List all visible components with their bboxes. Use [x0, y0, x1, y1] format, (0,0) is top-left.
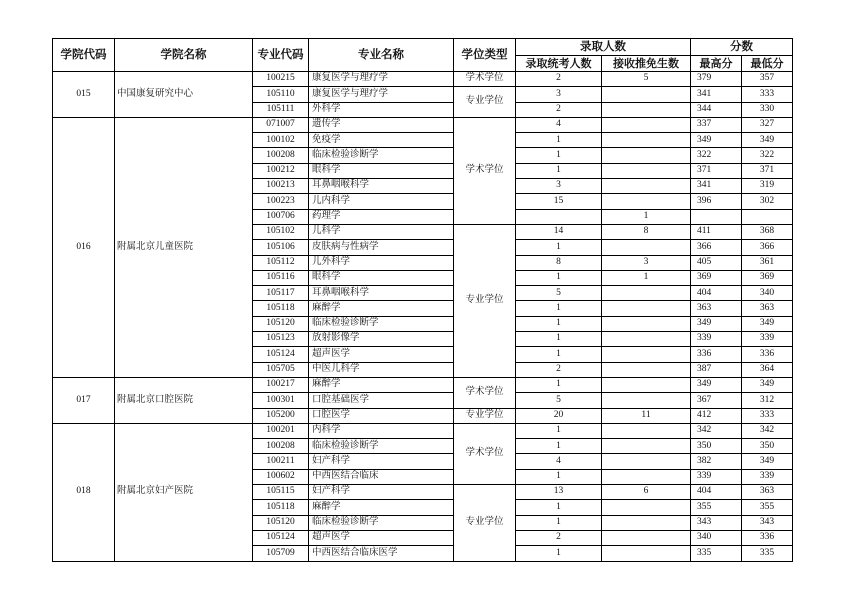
min-score-cell: 355	[742, 500, 793, 515]
major-name-cell: 儿科学	[309, 224, 454, 239]
degree-type-cell: 学术学位	[454, 117, 516, 224]
min-score-cell: 322	[742, 148, 793, 163]
major-name-cell: 超声医学	[309, 347, 454, 362]
admitted-exam-cell: 14	[516, 224, 602, 239]
admitted-recommended-cell	[602, 332, 691, 347]
min-score-cell: 312	[742, 393, 793, 408]
admitted-recommended-cell: 5	[602, 72, 691, 87]
college-code-cell: 016	[53, 117, 115, 377]
min-score-cell: 366	[742, 240, 793, 255]
admitted-exam-cell: 5	[516, 286, 602, 301]
admitted-exam-cell: 1	[516, 439, 602, 454]
min-score-cell: 369	[742, 270, 793, 285]
min-score-cell: 371	[742, 163, 793, 178]
major-name-cell: 儿外科学	[309, 255, 454, 270]
admitted-recommended-cell	[602, 377, 691, 392]
admissions-table	[52, 38, 793, 562]
major-code-cell: 105709	[253, 546, 309, 561]
major-code-cell: 100301	[253, 393, 309, 408]
major-code-cell: 105120	[253, 515, 309, 530]
min-score-cell: 363	[742, 485, 793, 500]
header-admitted-recommended: 接收推免生数	[602, 56, 691, 72]
admitted-recommended-cell	[602, 286, 691, 301]
major-name-cell: 临床检验诊断学	[309, 515, 454, 530]
admitted-exam-cell: 1	[516, 347, 602, 362]
major-name-cell: 眼科学	[309, 163, 454, 178]
admitted-recommended-cell	[602, 148, 691, 163]
min-score-cell: 349	[742, 454, 793, 469]
admitted-recommended-cell	[602, 515, 691, 530]
min-score-cell: 363	[742, 301, 793, 316]
max-score-cell	[691, 209, 742, 224]
major-name-cell: 中医儿科学	[309, 362, 454, 377]
admitted-exam-cell: 2	[516, 102, 602, 117]
header-admitted: 录取人数	[516, 39, 691, 56]
admitted-exam-cell: 1	[516, 148, 602, 163]
major-code-cell: 105102	[253, 224, 309, 239]
table-row	[53, 72, 793, 87]
min-score-cell: 319	[742, 179, 793, 194]
max-score-cell: 382	[691, 454, 742, 469]
major-name-cell: 遗传学	[309, 117, 454, 132]
header-min-score: 最低分	[742, 56, 793, 72]
min-score-cell: 349	[742, 377, 793, 392]
degree-type-cell: 专业学位	[454, 87, 516, 118]
major-code-cell: 100208	[253, 148, 309, 163]
admitted-exam-cell: 15	[516, 194, 602, 209]
admitted-exam-cell: 1	[516, 301, 602, 316]
max-score-cell: 369	[691, 270, 742, 285]
major-name-cell: 妇产科学	[309, 485, 454, 500]
min-score-cell: 336	[742, 347, 793, 362]
major-code-cell: 105200	[253, 408, 309, 423]
max-score-cell: 322	[691, 148, 742, 163]
max-score-cell: 349	[691, 316, 742, 331]
major-code-cell: 100211	[253, 454, 309, 469]
admitted-exam-cell: 2	[516, 72, 602, 87]
major-code-cell: 100602	[253, 469, 309, 484]
max-score-cell: 405	[691, 255, 742, 270]
min-score-cell: 333	[742, 87, 793, 102]
min-score-cell: 302	[742, 194, 793, 209]
max-score-cell: 350	[691, 439, 742, 454]
max-score-cell: 411	[691, 224, 742, 239]
major-name-cell: 临床检验诊断学	[309, 439, 454, 454]
admitted-exam-cell: 20	[516, 408, 602, 423]
admitted-recommended-cell	[602, 546, 691, 561]
max-score-cell: 355	[691, 500, 742, 515]
admitted-exam-cell: 1	[516, 163, 602, 178]
max-score-cell: 379	[691, 72, 742, 87]
major-name-cell: 中西医结合临床	[309, 469, 454, 484]
max-score-cell: 344	[691, 102, 742, 117]
admitted-exam-cell: 1	[516, 500, 602, 515]
max-score-cell: 339	[691, 469, 742, 484]
max-score-cell: 387	[691, 362, 742, 377]
max-score-cell: 336	[691, 347, 742, 362]
admitted-exam-cell: 1	[516, 270, 602, 285]
table-body	[53, 72, 793, 562]
admitted-exam-cell: 1	[516, 133, 602, 148]
admitted-recommended-cell	[602, 454, 691, 469]
admitted-exam-cell: 1	[516, 377, 602, 392]
major-code-cell: 105705	[253, 362, 309, 377]
major-name-cell: 康复医学与理疗学	[309, 87, 454, 102]
admitted-recommended-cell	[602, 194, 691, 209]
major-code-cell: 105124	[253, 530, 309, 545]
admitted-exam-cell: 1	[516, 546, 602, 561]
admitted-recommended-cell	[602, 393, 691, 408]
major-name-cell: 临床检验诊断学	[309, 316, 454, 331]
admitted-recommended-cell	[602, 179, 691, 194]
admitted-exam-cell: 1	[516, 240, 602, 255]
min-score-cell: 350	[742, 439, 793, 454]
major-code-cell: 105116	[253, 270, 309, 285]
college-name-cell: 附属北京妇产医院	[115, 423, 253, 561]
major-name-cell: 中西医结合临床医学	[309, 546, 454, 561]
major-name-cell: 内科学	[309, 423, 454, 438]
major-name-cell: 康复医学与理疗学	[309, 72, 454, 87]
admitted-recommended-cell: 6	[602, 485, 691, 500]
major-name-cell: 儿内科学	[309, 194, 454, 209]
max-score-cell: 342	[691, 423, 742, 438]
admitted-exam-cell: 4	[516, 117, 602, 132]
degree-type-cell: 专业学位	[454, 485, 516, 561]
max-score-cell: 341	[691, 179, 742, 194]
major-name-cell: 口腔基础医学	[309, 393, 454, 408]
major-name-cell: 超声医学	[309, 530, 454, 545]
major-code-cell: 071007	[253, 117, 309, 132]
admitted-recommended-cell: 1	[602, 270, 691, 285]
admitted-exam-cell: 2	[516, 530, 602, 545]
major-name-cell: 临床检验诊断学	[309, 148, 454, 163]
degree-type-cell: 学术学位	[454, 423, 516, 484]
table-row	[53, 117, 793, 132]
college-name-cell: 中国康复研究中心	[115, 72, 253, 118]
major-code-cell: 105117	[253, 286, 309, 301]
admitted-exam-cell: 1	[516, 423, 602, 438]
major-name-cell: 耳鼻咽喉科学	[309, 286, 454, 301]
major-code-cell: 105106	[253, 240, 309, 255]
header-college-code: 学院代码	[53, 39, 115, 72]
admitted-exam-cell: 4	[516, 454, 602, 469]
college-code-cell: 015	[53, 72, 115, 118]
major-code-cell: 105118	[253, 301, 309, 316]
major-name-cell: 麻醉学	[309, 500, 454, 515]
min-score-cell: 335	[742, 546, 793, 561]
admitted-recommended-cell: 3	[602, 255, 691, 270]
college-name-cell: 附属北京儿童医院	[115, 117, 253, 377]
max-score-cell: 396	[691, 194, 742, 209]
admitted-recommended-cell	[602, 500, 691, 515]
degree-type-cell: 学术学位	[454, 377, 516, 408]
max-score-cell: 335	[691, 546, 742, 561]
admitted-exam-cell: 1	[516, 515, 602, 530]
min-score-cell: 349	[742, 316, 793, 331]
admitted-exam-cell: 5	[516, 393, 602, 408]
max-score-cell: 366	[691, 240, 742, 255]
admitted-recommended-cell	[602, 347, 691, 362]
header-admitted-exam: 录取统考人数	[516, 56, 602, 72]
major-name-cell: 免疫学	[309, 133, 454, 148]
min-score-cell: 333	[742, 408, 793, 423]
table-row	[53, 377, 793, 392]
min-score-cell: 339	[742, 469, 793, 484]
major-code-cell: 100215	[253, 72, 309, 87]
major-code-cell: 100201	[253, 423, 309, 438]
major-name-cell: 妇产科学	[309, 454, 454, 469]
max-score-cell: 371	[691, 163, 742, 178]
min-score-cell: 327	[742, 117, 793, 132]
admitted-recommended-cell	[602, 163, 691, 178]
min-score-cell: 349	[742, 133, 793, 148]
max-score-cell: 343	[691, 515, 742, 530]
header-major-name: 专业名称	[309, 39, 454, 72]
header-row-top	[53, 39, 793, 56]
admitted-recommended-cell	[602, 439, 691, 454]
major-code-cell: 105124	[253, 347, 309, 362]
header-degree-type: 学位类型	[454, 39, 516, 72]
header-max-score: 最高分	[691, 56, 742, 72]
major-code-cell: 105112	[253, 255, 309, 270]
major-code-cell: 100223	[253, 194, 309, 209]
admitted-exam-cell	[516, 209, 602, 224]
admitted-recommended-cell	[602, 301, 691, 316]
max-score-cell: 337	[691, 117, 742, 132]
admitted-exam-cell: 13	[516, 485, 602, 500]
admitted-exam-cell: 3	[516, 87, 602, 102]
college-code-cell: 017	[53, 377, 115, 423]
admitted-recommended-cell: 11	[602, 408, 691, 423]
major-code-cell: 100706	[253, 209, 309, 224]
admitted-recommended-cell	[602, 469, 691, 484]
max-score-cell: 339	[691, 332, 742, 347]
major-name-cell: 放射影像学	[309, 332, 454, 347]
min-score-cell: 343	[742, 515, 793, 530]
major-code-cell: 100212	[253, 163, 309, 178]
admitted-recommended-cell	[602, 87, 691, 102]
table-row	[53, 423, 793, 438]
max-score-cell: 349	[691, 133, 742, 148]
degree-type-cell: 学术学位	[454, 72, 516, 87]
major-name-cell: 外科学	[309, 102, 454, 117]
degree-type-cell: 专业学位	[454, 224, 516, 377]
admitted-exam-cell: 1	[516, 332, 602, 347]
college-name-cell: 附属北京口腔医院	[115, 377, 253, 423]
degree-type-cell: 专业学位	[454, 408, 516, 423]
admitted-exam-cell: 8	[516, 255, 602, 270]
major-name-cell: 眼科学	[309, 270, 454, 285]
major-code-cell: 100208	[253, 439, 309, 454]
admitted-recommended-cell	[602, 423, 691, 438]
max-score-cell: 404	[691, 286, 742, 301]
admitted-exam-cell: 1	[516, 469, 602, 484]
min-score-cell: 336	[742, 530, 793, 545]
major-name-cell: 口腔医学	[309, 408, 454, 423]
admitted-recommended-cell	[602, 316, 691, 331]
major-code-cell: 100102	[253, 133, 309, 148]
major-code-cell: 105111	[253, 102, 309, 117]
min-score-cell: 339	[742, 332, 793, 347]
admitted-recommended-cell	[602, 240, 691, 255]
admitted-recommended-cell	[602, 133, 691, 148]
max-score-cell: 340	[691, 530, 742, 545]
admitted-exam-cell: 3	[516, 179, 602, 194]
major-name-cell: 药理学	[309, 209, 454, 224]
max-score-cell: 412	[691, 408, 742, 423]
major-code-cell: 105118	[253, 500, 309, 515]
admitted-recommended-cell: 8	[602, 224, 691, 239]
max-score-cell: 363	[691, 301, 742, 316]
admitted-recommended-cell	[602, 362, 691, 377]
major-name-cell: 耳鼻咽喉科学	[309, 179, 454, 194]
major-code-cell: 105115	[253, 485, 309, 500]
min-score-cell: 368	[742, 224, 793, 239]
max-score-cell: 341	[691, 87, 742, 102]
admitted-exam-cell: 1	[516, 316, 602, 331]
header-scores: 分数	[691, 39, 793, 56]
table-header	[53, 39, 793, 72]
min-score-cell: 357	[742, 72, 793, 87]
admitted-recommended-cell: 1	[602, 209, 691, 224]
major-code-cell: 100213	[253, 179, 309, 194]
admitted-recommended-cell	[602, 117, 691, 132]
admitted-exam-cell: 2	[516, 362, 602, 377]
min-score-cell: 342	[742, 423, 793, 438]
major-code-cell: 105110	[253, 87, 309, 102]
major-name-cell: 麻醉学	[309, 301, 454, 316]
max-score-cell: 404	[691, 485, 742, 500]
admitted-recommended-cell	[602, 530, 691, 545]
min-score-cell: 340	[742, 286, 793, 301]
header-major-code: 专业代码	[253, 39, 309, 72]
min-score-cell: 361	[742, 255, 793, 270]
max-score-cell: 367	[691, 393, 742, 408]
major-code-cell: 105123	[253, 332, 309, 347]
min-score-cell: 330	[742, 102, 793, 117]
major-code-cell: 100217	[253, 377, 309, 392]
major-name-cell: 皮肤病与性病学	[309, 240, 454, 255]
min-score-cell	[742, 209, 793, 224]
major-code-cell: 105120	[253, 316, 309, 331]
college-code-cell: 018	[53, 423, 115, 561]
major-name-cell: 麻醉学	[309, 377, 454, 392]
admitted-recommended-cell	[602, 102, 691, 117]
min-score-cell: 364	[742, 362, 793, 377]
header-college-name: 学院名称	[115, 39, 253, 72]
max-score-cell: 349	[691, 377, 742, 392]
